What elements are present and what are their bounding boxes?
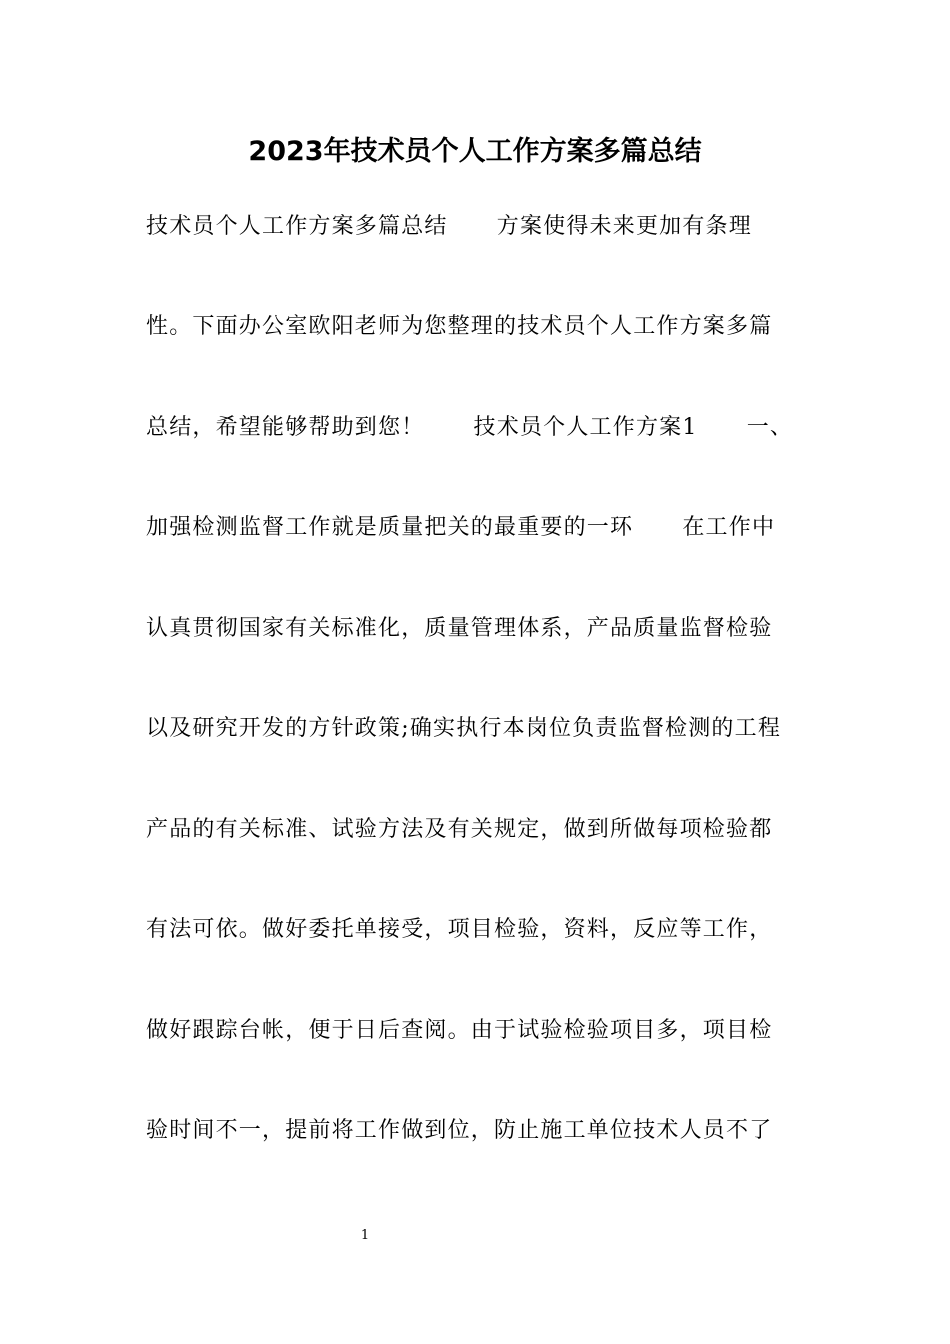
body-line-10: 验时间不一，提前将工作做到位，防止施工单位技术人员不了 [146,1118,773,1144]
page-number: 1 [360,1228,370,1243]
body-line-8: 有法可依。做好委托单接受，项目检验，资料，反应等工作， [146,917,773,943]
body-line-4: 加强检测监督工作就是质量把关的最重要的一环 在工作中 [146,515,776,541]
body-line-9: 做好跟踪台帐，便于日后查阅。由于试验检验项目多，项目检 [146,1017,773,1043]
body-line-3: 总结，希望能够帮助到您！ 技术员个人工作方案1 一、 [146,414,794,440]
body-line-7: 产品的有关标准、试验方法及有关规定，做到所做每项检验都 [146,816,773,842]
document-body [146,174,811,1179]
document-title: 2023年技术员个人工作方案多篇总结 [248,136,702,167]
body-line-6: 以及研究开发的方针政策;确实执行本岗位负责监督检测的工程 [146,716,782,742]
body-line-2: 性。下面办公室欧阳老师为您整理的技术员个人工作方案多篇 [146,314,773,340]
body-line-5: 认真贯彻国家有关标准化，质量管理体系，产品质量监督检验 [146,615,773,641]
body-line-1: 技术员个人工作方案多篇总结 方案使得未来更加有条理 [146,213,752,239]
